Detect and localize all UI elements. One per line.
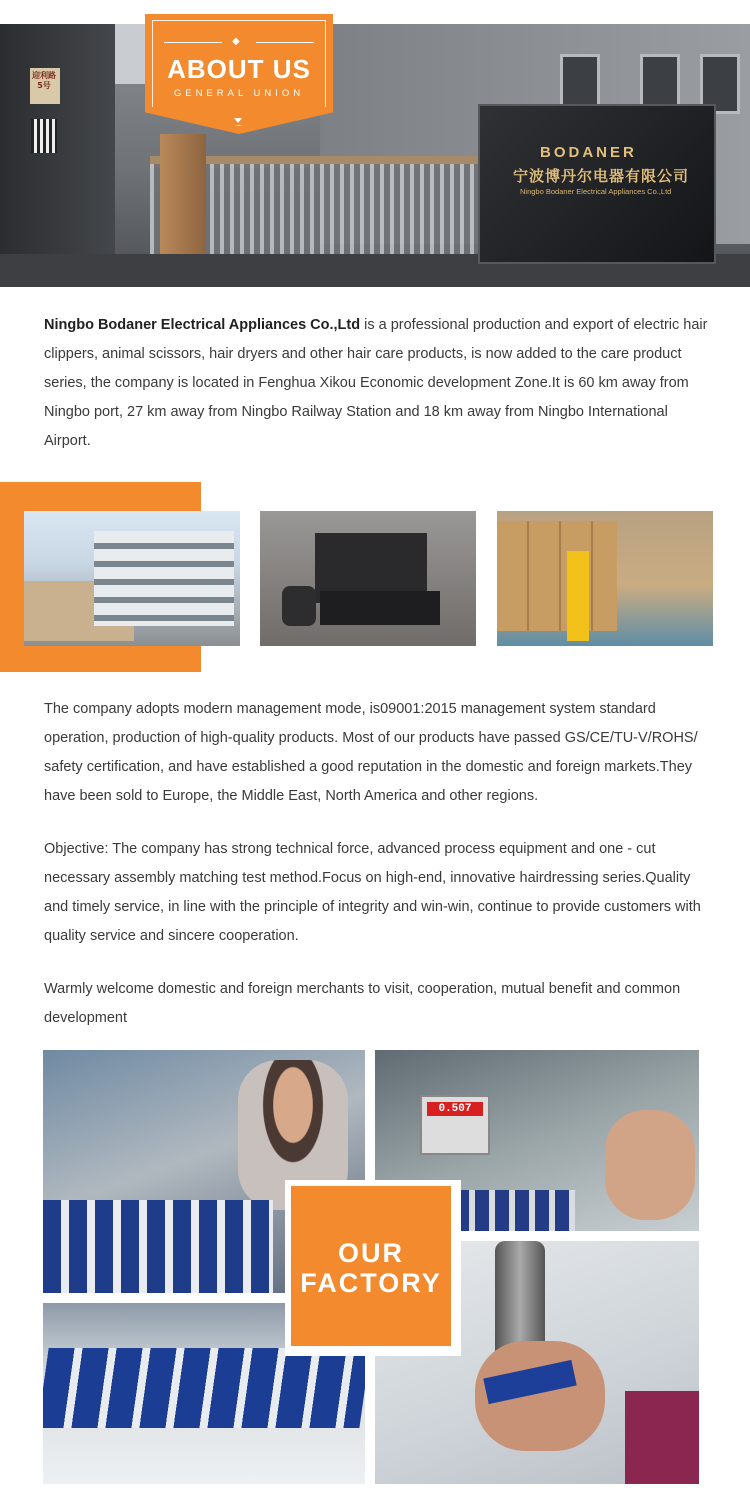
- pillar-sign-text: 迎利路 5号: [32, 71, 56, 90]
- chair: [282, 586, 316, 626]
- about-us-subtitle: GENERAL UNION: [173, 88, 305, 99]
- worker-sleeve: [625, 1391, 699, 1484]
- intro-text: is a professional production and export of electric hair clippers, animal scissors, hair dryers and other hair care products, is now added to the care product series, the company is located in Fenghua Xikou Economic development Zone.It is 60 km away from Ningbo port, 27 km away from Ningbo Railway Station and 18 km away from Ningbo International Airport.: [44, 317, 708, 449]
- clipper-batch: [43, 1348, 365, 1428]
- building-facade: [94, 531, 234, 626]
- gate-pillar: [0, 24, 115, 287]
- management-paragraph: The company adopts modern management mode, is09001:2015 management system standard operation, production of high-quality products. Most of our products have passed GS/CE/TU-V/ROHS/ safety certification, and have established a good reputation in the domestic and foreign markets.They have been sold to Europe, the Middle East, North America and other regions.: [44, 701, 698, 804]
- objective-paragraph: Objective: The company has strong technical force, advanced process equipment and one - cut necessary assembly matching test method.Focus on high-end, innovative hairdressing series.Quality and timely service, in line with the principle of integrity and win-win, continue to provide customers with quality service and sincere cooperation.: [44, 841, 701, 944]
- diamond-icon: ◆: [232, 36, 240, 47]
- signboard-english-name: Ningbo Bodaner Electrical Appliances Co.,Ltd: [520, 187, 672, 196]
- hero-photo: [0, 24, 750, 287]
- signboard-logo: BODANER: [540, 144, 637, 161]
- qr-code-icon: [31, 119, 57, 153]
- badge-divider-right: [256, 42, 314, 43]
- warehouse-photo: [497, 511, 713, 646]
- our-factory-label-line1: OUR: [338, 1238, 404, 1268]
- chevron-down-icon: [234, 118, 242, 123]
- power-supply-readout: 0.507: [438, 1103, 472, 1115]
- company-name: Ningbo Bodaner Electrical Appliances Co.,Ltd: [44, 317, 361, 333]
- desk: [320, 591, 440, 625]
- carton-stack: [497, 521, 617, 631]
- welcome-paragraph: Warmly welcome domestic and foreign merchants to visit, cooperation, mutual benefit and common development: [44, 981, 681, 1026]
- pallet-jack: [567, 551, 589, 641]
- office-building-photo: [24, 511, 240, 646]
- signboard-chinese-name: 宁波博丹尔电器有限公司: [513, 167, 690, 185]
- badge-divider-left: [164, 42, 222, 43]
- our-factory-label-line2: FACTORY: [300, 1268, 442, 1298]
- parts-tray: [43, 1200, 273, 1293]
- office-interior-photo: [260, 511, 476, 646]
- about-us-title: ABOUT US: [167, 54, 311, 84]
- intro-paragraph: [44, 311, 709, 456]
- worker-hand: [605, 1110, 695, 1220]
- guard-booth: [160, 134, 206, 274]
